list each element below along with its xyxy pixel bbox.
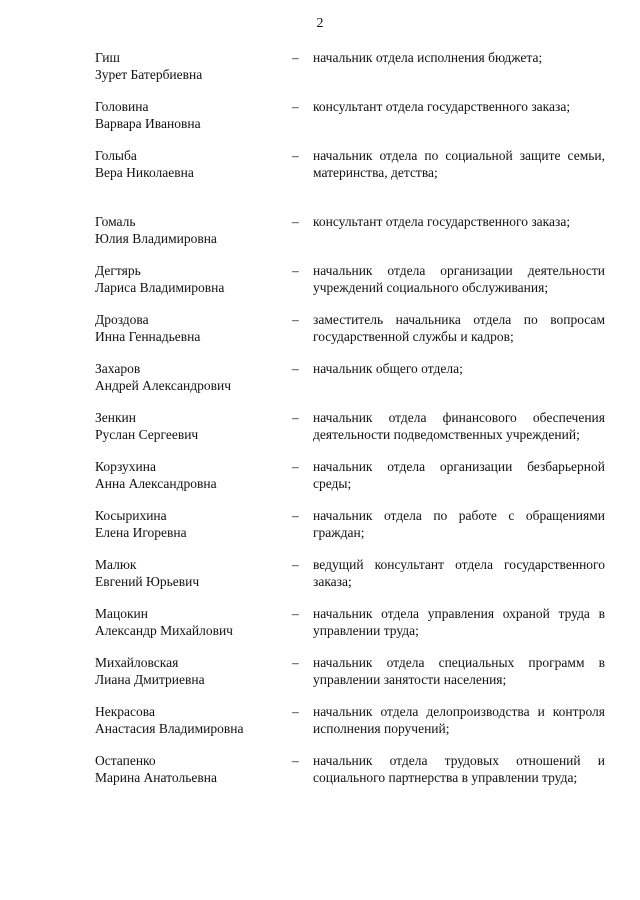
separator-dash: –	[292, 148, 299, 163]
employee-name	[95, 311, 285, 345]
employee-name	[95, 654, 285, 688]
employee-surname: Некрасова	[95, 704, 155, 719]
employee-position: начальник общего отдела;	[313, 361, 463, 376]
employee-surname: Головина	[95, 99, 149, 114]
employee-given-name: Елена Игоревна	[95, 525, 187, 540]
separator-dash: –	[292, 508, 299, 523]
separator-dash: –	[292, 753, 299, 768]
employee-given-name: Александр Михайлович	[95, 623, 233, 638]
employee-name	[95, 409, 285, 443]
separator-dash: –	[292, 99, 299, 114]
employee-given-name: Юлия Владимировна	[95, 231, 217, 246]
employee-name	[95, 360, 285, 394]
employee-surname: Дроздова	[95, 312, 149, 327]
employee-position: консультант отдела государственного заказа;	[313, 99, 571, 114]
separator-dash: –	[292, 655, 299, 670]
employee-name	[95, 556, 285, 590]
separator-dash: –	[292, 361, 299, 376]
employee-name	[95, 262, 285, 296]
separator-dash: –	[292, 459, 299, 474]
employee-surname: Михайловская	[95, 655, 179, 670]
employee-name	[95, 213, 285, 247]
employee-name	[95, 147, 285, 181]
employee-given-name: Варвара Ивановна	[95, 116, 201, 131]
employee-given-name: Зурет Батербиевна	[95, 67, 203, 82]
employee-surname: Малюк	[95, 557, 137, 572]
separator-dash: –	[292, 606, 299, 621]
employee-name	[95, 507, 285, 541]
employee-surname: Гомаль	[95, 214, 136, 229]
separator-dash: –	[292, 263, 299, 278]
separator-dash: –	[292, 557, 299, 572]
employee-surname: Голыба	[95, 148, 137, 163]
employee-given-name: Лиана Дмитриевна	[95, 672, 205, 687]
employee-position: начальник отдела специальных программ в управлении занятости населения;	[313, 655, 605, 687]
employee-position: начальник отдела организации безбарьерной среды;	[313, 459, 605, 491]
employee-surname: Зенкин	[95, 410, 136, 425]
employee-given-name: Евгений Юрьевич	[95, 574, 200, 589]
employee-position: начальник отдела по работе с обращениями граждан;	[313, 508, 605, 540]
employee-name	[95, 703, 285, 737]
employee-surname: Гиш	[95, 50, 120, 65]
separator-dash: –	[292, 410, 299, 425]
employee-name	[95, 458, 285, 492]
employee-given-name: Лариса Владимировна	[95, 280, 225, 295]
employee-given-name: Анна Александровна	[95, 476, 217, 491]
employee-position: начальник отдела по социальной защите семьи, материнства, детства;	[313, 148, 605, 180]
employee-given-name: Андрей Александрович	[95, 378, 232, 393]
employee-name	[95, 752, 285, 786]
employee-given-name: Вера Николаевна	[95, 165, 194, 180]
employee-position: начальник отдела финансового обеспечения деятельности подведомственных учреждений;	[313, 410, 605, 442]
employee-given-name: Инна Геннадьевна	[95, 329, 201, 344]
employee-surname: Мацокин	[95, 606, 148, 621]
employee-name	[95, 605, 285, 639]
employee-surname: Захаров	[95, 361, 141, 376]
employee-surname: Дегтярь	[95, 263, 141, 278]
employee-surname: Косырихина	[95, 508, 167, 523]
employee-surname: Корзухина	[95, 459, 156, 474]
employee-position: начальник отдела организации деятельности учреждений социального обслуживания;	[313, 263, 605, 295]
employee-name	[95, 49, 285, 83]
employee-position: начальник отдела делопроизводства и контроля исполнения поручений;	[313, 704, 605, 736]
employee-position: начальник отдела управления охраной труда в управлении труда;	[313, 606, 605, 638]
employee-position: начальник отдела трудовых отношений и социального партнерства в управлении труда;	[313, 753, 605, 785]
employee-given-name: Марина Анатольевна	[95, 770, 217, 785]
separator-dash: –	[292, 214, 299, 229]
employee-position: заместитель начальника отдела по вопросам государственной службы и кадров;	[313, 312, 605, 344]
page-number: 2	[316, 16, 324, 31]
employee-name	[95, 98, 285, 132]
separator-dash: –	[292, 312, 299, 327]
separator-dash: –	[292, 50, 299, 65]
employee-position: ведущий консультант отдела государственного заказа;	[313, 557, 605, 589]
employee-given-name: Руслан Сергеевич	[95, 427, 199, 442]
employee-given-name: Анастасия Владимировна	[95, 721, 244, 736]
employee-surname: Остапенко	[95, 753, 156, 768]
employee-position: консультант отдела государственного заказа;	[313, 214, 571, 229]
employee-position: начальник отдела исполнения бюджета;	[313, 50, 543, 65]
separator-dash: –	[292, 704, 299, 719]
